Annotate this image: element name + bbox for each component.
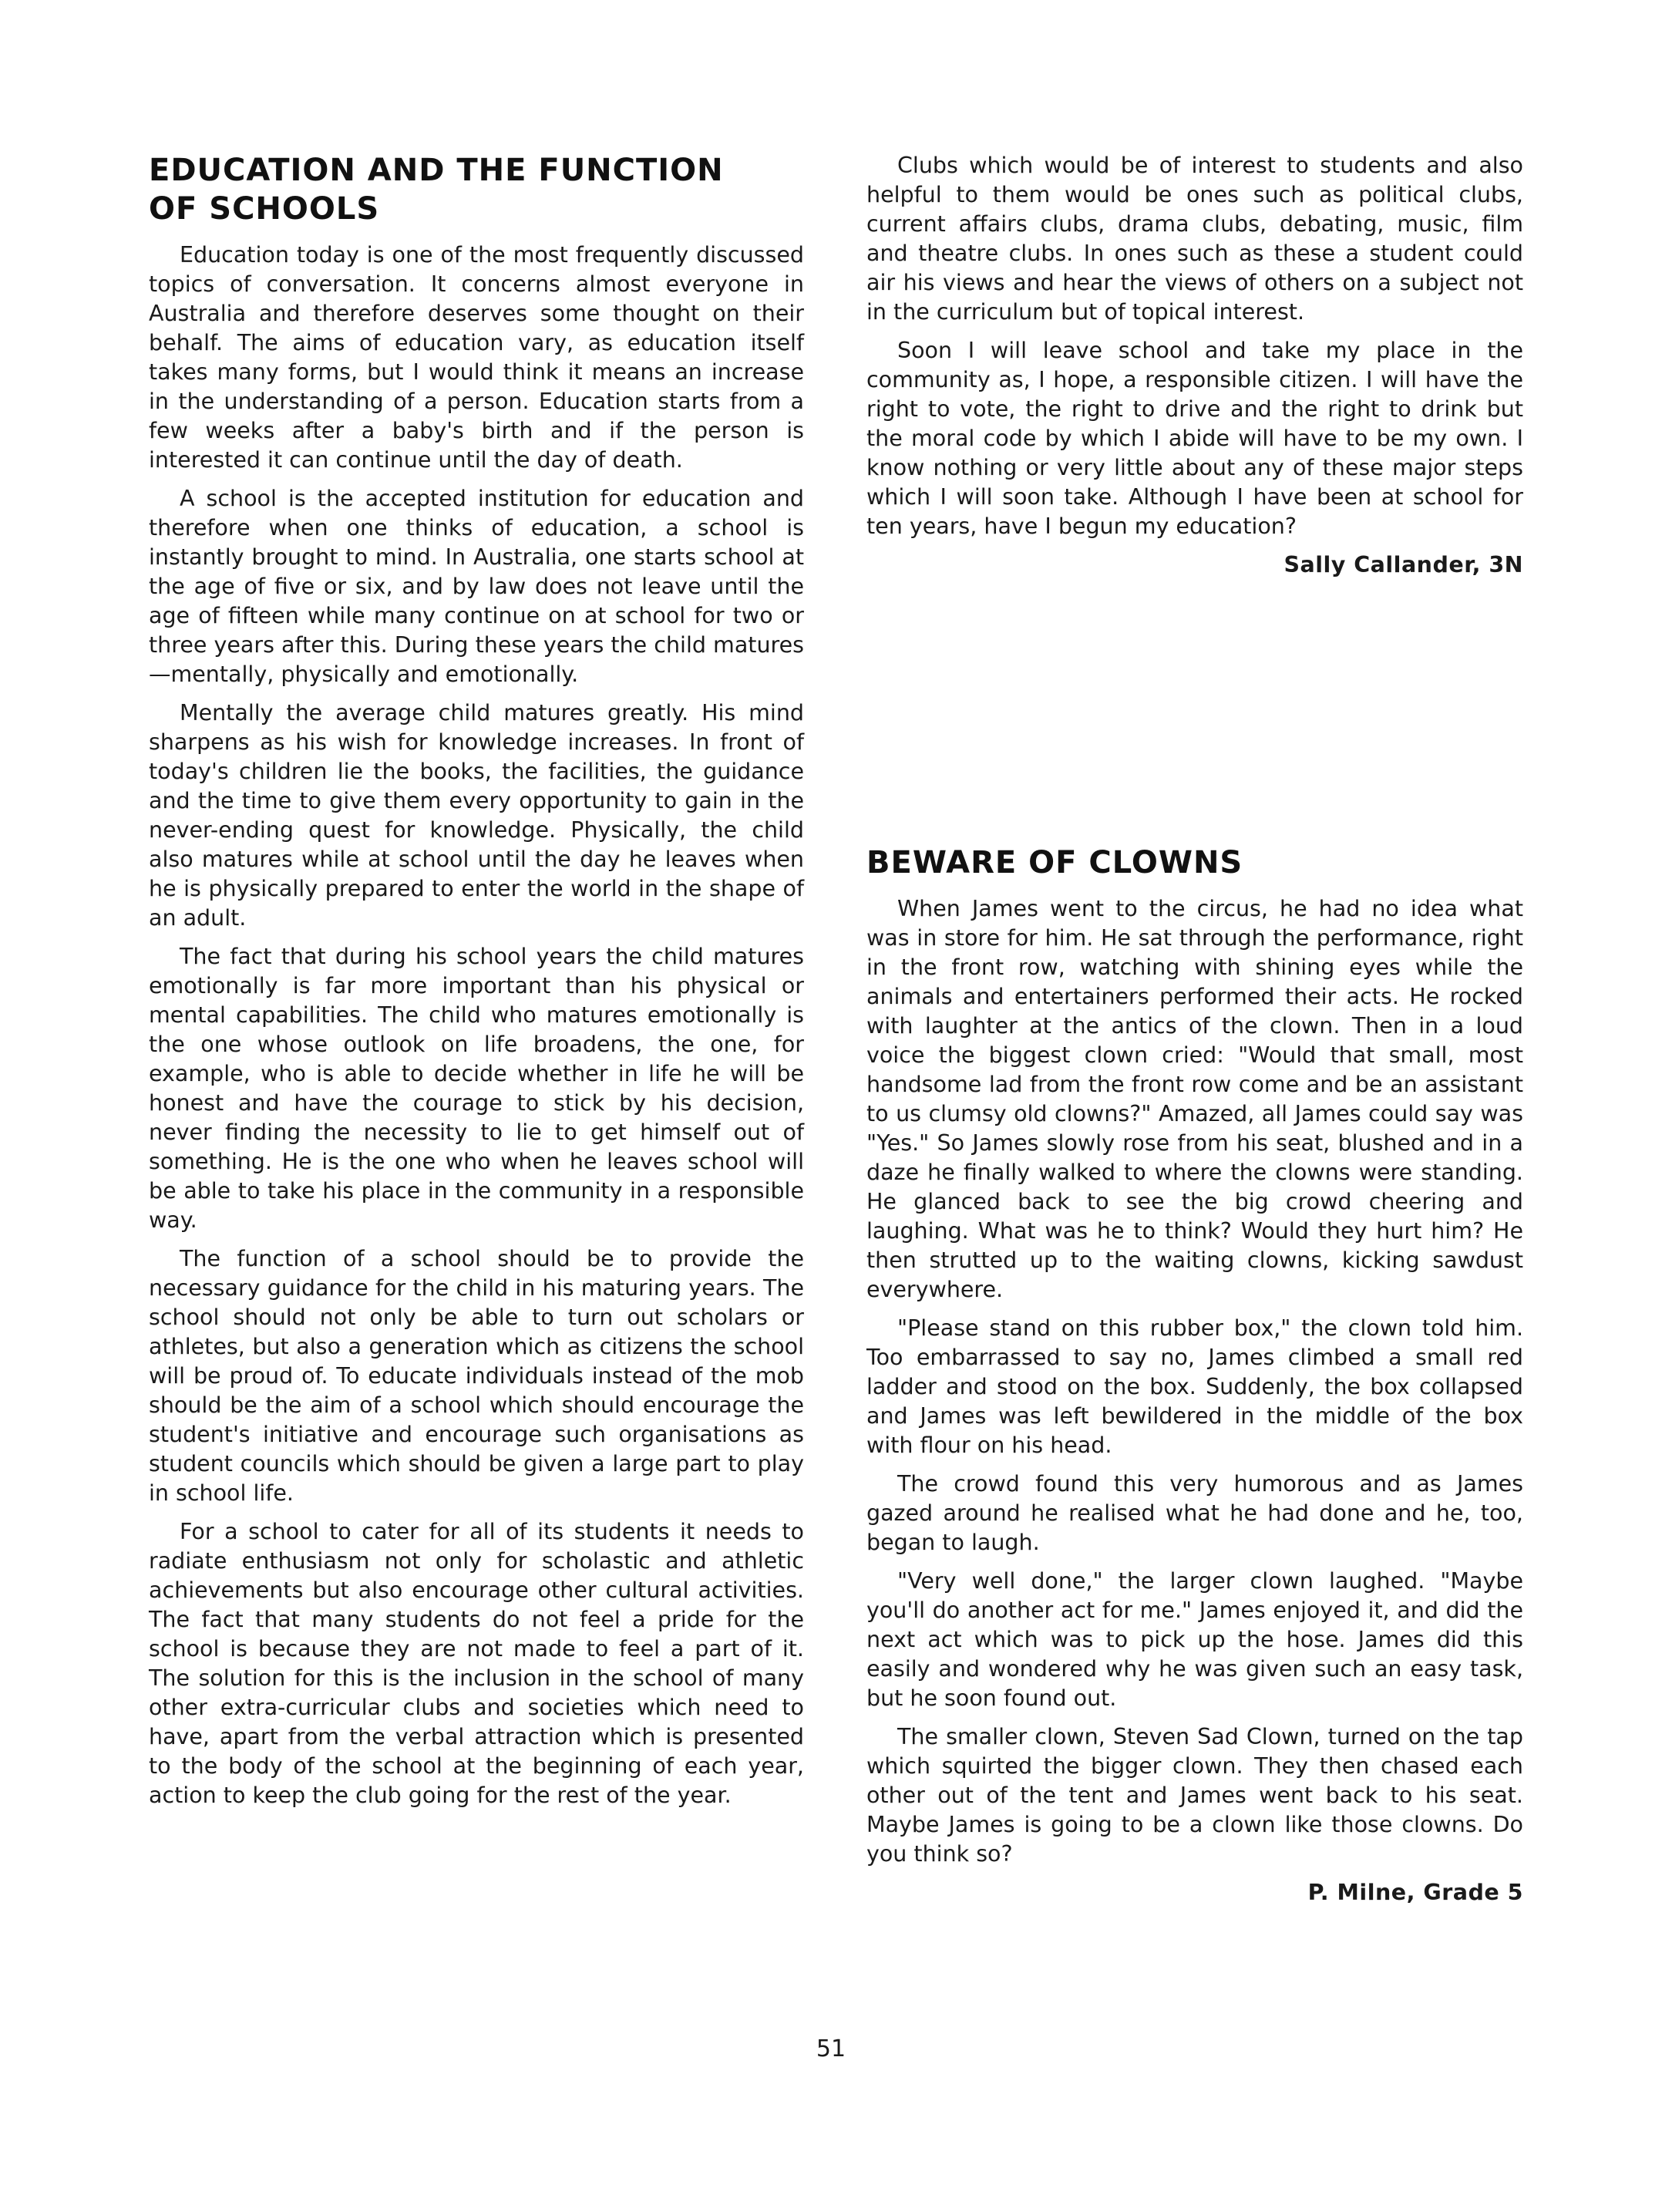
paragraph: Mentally the average child matures greatly. His mind sharpens as his wish for knowledge increases. In front of today's children lie the books, the facilities, the guidance and the time to give them every opportunity to gain in the never-ending quest for knowledge. Physically, the child also matures while at school until the day he leaves when he is physically prepared to enter the world in the shape of an adult.: [149, 700, 804, 931]
paragraph: The smaller clown, Steven Sad Clown, turned on the tap which squirted the bigger clown. They then chased each other out of the tent and James went back to his seat. Maybe James is going to be a clown like those clowns. Do you think so?: [866, 1724, 1523, 1867]
article-beware-of-clowns: [866, 843, 1523, 1907]
title-line-2: OF SCHOOLS: [149, 191, 380, 227]
left-column: [149, 151, 804, 1820]
paragraph: The function of a school should be to provide the necessary guidance for the child in his maturing years. The school should not only be able to turn out scholars or athletes, but also a generation which as citizens the school will be proud of. To educate individuals instead of the mob should be the aim of a school which should encourage the student's initiative and encourage such organisations as student councils which should be given a large part to play in school life.: [149, 1246, 804, 1506]
paragraph: "Very well done," the larger clown laughed. "Maybe you'll do another act for me." James enjoyed it, and did the next act which was to pick up the hose. James did this easily and wondered why he was given such an easy task, but he soon found out.: [866, 1568, 1523, 1711]
paragraph: The crowd found this very humorous and as James gazed around he realised what he had done and he, too, began to laugh.: [866, 1471, 1523, 1555]
paragraph: When James went to the circus, he had no idea what was in store for him. He sat through the performance, right in the front row, watching with shining eyes while the animals and entertainers performed their acts. He rocked with laughter at the antics of the clown. Then in a loud voice the biggest clown cried: "Would that small, most handsome lad from the front row come and be an assistant to us clumsy old clowns?" Amazed, all James could say was "Yes." So James slowly rose from his seat, blushed and in a daze he finally walked to where the clowns were standing. He glanced back to see the big crowd cheering and laughing. What was he to think? Would they hurt him? He then strutted up to the waiting clowns, kicking sawdust everywhere.: [866, 896, 1523, 1302]
author-byline: Sally Callander, 3N: [1284, 552, 1523, 577]
article-title-education: [149, 151, 804, 228]
page-number: 51: [816, 2035, 846, 2062]
paragraph: Education today is one of the most frequently discussed topics of conversation. It concerns almost everyone in Australia and therefore deserves some thought on their behalf. The aims of education vary, as education itself takes many forms, but I would think it means an increase in the understanding of a person. Education starts from a few weeks after a baby's birth and if the person is interested it can continue until the day of death.: [149, 242, 804, 473]
title-line-1: EDUCATION AND THE FUNCTION: [149, 153, 724, 188]
paragraph: A school is the accepted institution for education and therefore when one thinks of education, a school is instantly brought to mind. In Australia, one starts school at the age of five or six, and by law does not leave until the age of fifteen while many continue on at school for two or three years after this. During these years the child matures—mentally, physically and emotionally.: [149, 486, 804, 687]
paragraph: For a school to cater for all of its students it needs to radiate enthusiasm not only for scholastic and athletic achievements but also encourage other cultural activities. The fact that many students do not feel a pride for the school is because they are not made to feel a part of it. The solution for this is the inclusion in the school of many other extra-curricular clubs and societies which need to have, apart from the verbal attraction which is presented to the body of the school at the beginning of each year, action to keep the club going for the rest of the year.: [149, 1519, 804, 1808]
article-title-clowns: BEWARE OF CLOWNS: [866, 845, 1243, 880]
author-byline: P. Milne, Grade 5: [1307, 1880, 1523, 1905]
paragraph: Soon I will leave school and take my place in the community as, I hope, a responsible citizen. I will have the right to vote, the right to drive and the right to drink but the moral code by which I abide will have to be my own. I know nothing or very little about any of these major steps which I will soon take. Although I have been at school for ten years, have I begun my education?: [866, 338, 1523, 539]
right-column: [866, 151, 1523, 1907]
paragraph: The fact that during his school years the child matures emotionally is far more important than his physical or mental capabilities. The child who matures emotionally is the one whose outlook on life broadens, the one, for example, who is able to decide whether in life he will be honest and have the courage to stick by his decision, never finding the necessity to lie to get himself out of something. He is the one who when he leaves school will be able to take his place in the community in a responsible way.: [149, 944, 804, 1233]
paragraph: "Please stand on this rubber box," the clown told him. Too embarrassed to say no, James climbed a small red ladder and stood on the box. Suddenly, the box collapsed and James was left bewildered in the middle of the box with flour on his head.: [866, 1315, 1523, 1458]
paragraph: Clubs which would be of interest to students and also helpful to them would be ones such as political clubs, current affairs clubs, drama clubs, debating, music, film and theatre clubs. In ones such as these a student could air his views and hear the views of others on a subject not in the curriculum but of topical interest.: [866, 153, 1523, 325]
